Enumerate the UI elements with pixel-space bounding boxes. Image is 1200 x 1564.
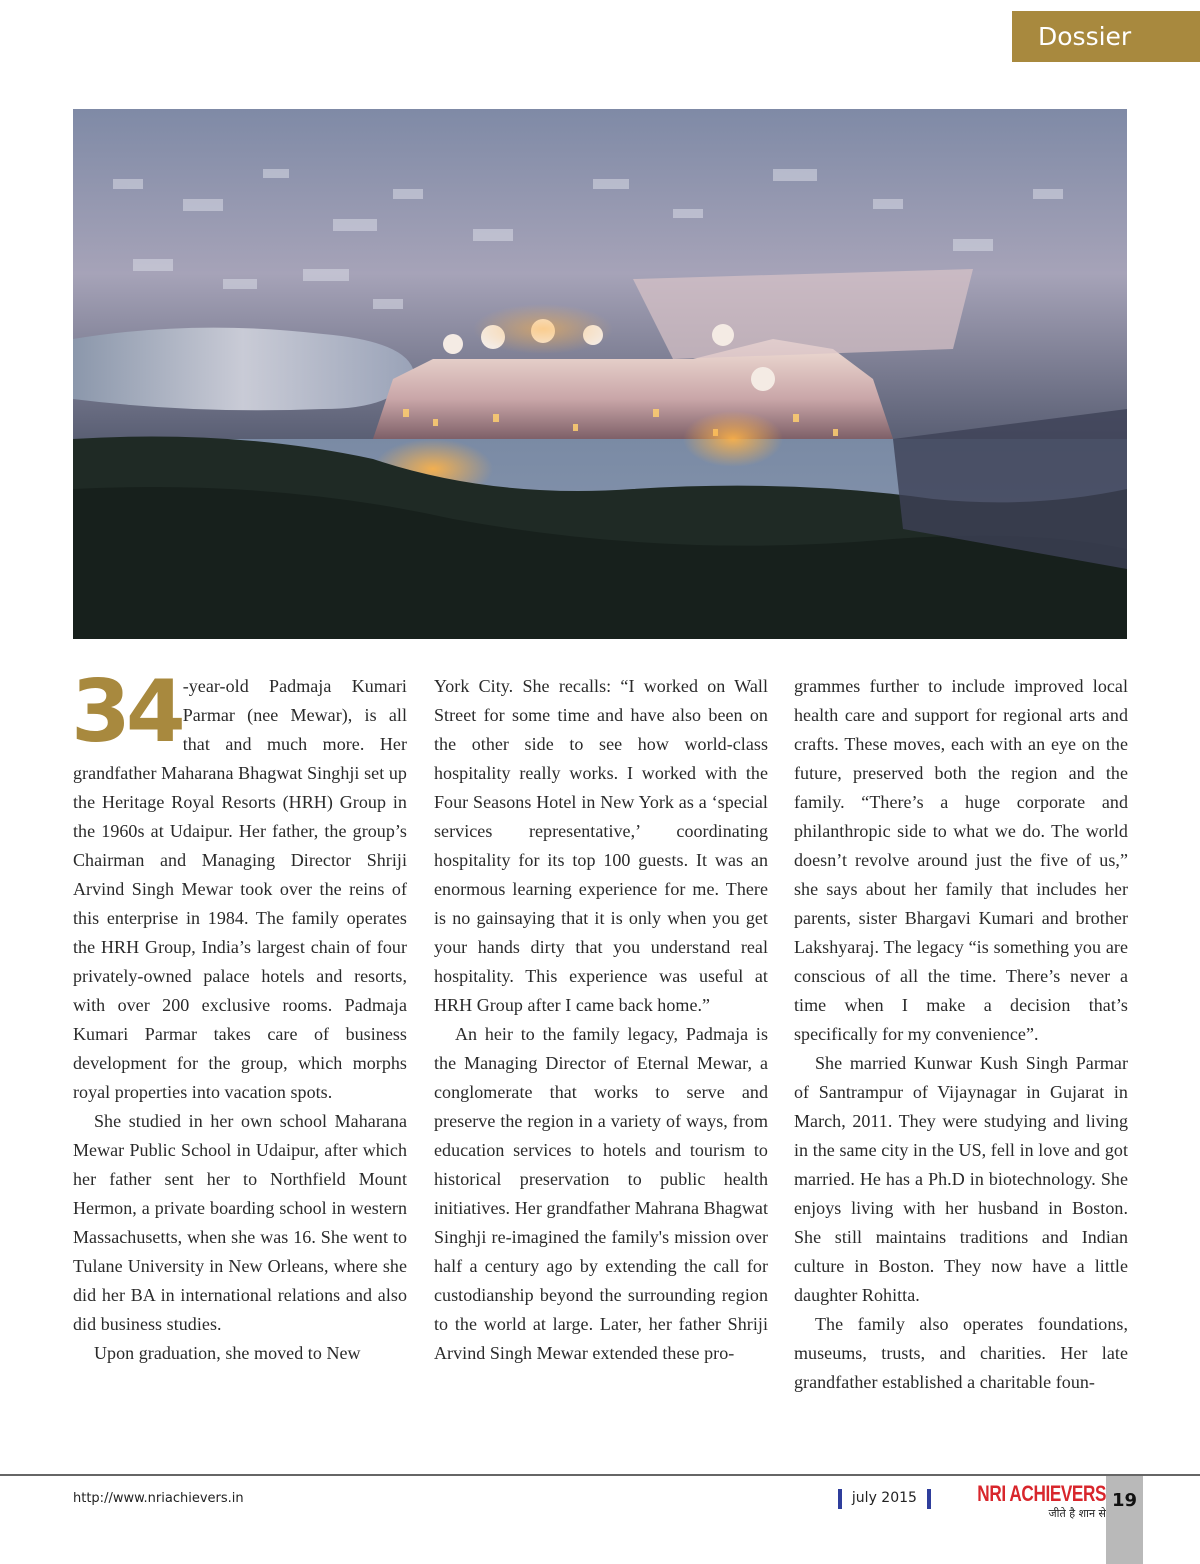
paragraph: Upon graduation, she moved to New: [94, 1343, 361, 1363]
hero-photo: [73, 109, 1127, 639]
brand-name: NRI ACHIEVERS: [977, 1481, 1106, 1506]
page-number: 19: [1111, 1490, 1138, 1511]
divider-bar-icon: [927, 1489, 931, 1509]
paragraph: An heir to the family legacy, Padmaja is the Managing Director of Eternal Mewar, a conglomerate that works to serve and preserve the region in a variety of ways, from education services to hotels and tourism to historical preservation to public health initiatives. Her grandfather Mahrana Bhagwat Singhji re-imagined the family's mission over half a century ago by extending the call for custodianship beyond the surrounding region to the world at large. Later, her father Shriji Arvind Singh Mewar extended these pro-: [434, 1024, 768, 1363]
paragraph: grammes further to include improved local health care and support for regional arts and crafts. These moves, each with an eye on the future, preserved both the region and the family. “There’s a huge corporate and philanthropic side to what we do. The world doesn’t revolve around just the five of us,” she says about her family that includes her parents, sister Bhargavi Kumari and brother Lakshyaraj. The legacy “is something you are conscious of all the time. There’s never a time when I make a decision that’s specifically for my convenience”.: [794, 676, 1128, 1044]
paragraph: York City. She recalls: “I worked on Wall Street for some time and have also been on the other side to see how world-class hospitality really works. I worked with the Four Seasons Hotel in New York as a ‘special services representative,’ coordinating hospitality for its top 100 guests. It was an enormous learning experience for me. There is no gainsaying that it is only when you get your hands dirty that you understand real hospitality. This experience was useful at HRH Group after I came back home.”: [434, 676, 768, 1015]
footer-divider: [0, 1474, 1200, 1476]
paragraph: She married Kunwar Kush Singh Parmar of Santrampur of Vijaynagar in Gujarat in March, 2011. They were studying and living in the same city in the US, fell in love and got married. He has a Ph.D in biotechnology. She enjoys living with her husband in Boston. She still maintains traditions and Indian culture in Boston. They now have a little daughter Rohitta.: [794, 1053, 1128, 1305]
article-column-2: [434, 672, 768, 1432]
issue-date: july 2015: [851, 1490, 917, 1506]
article-column-3: [794, 672, 1128, 1432]
paragraph: The family also operates foundations, museums, trusts, and charities. Her late grandfather established a charitable foun-: [794, 1314, 1128, 1392]
brand-tagline: जीते है शान से: [1048, 1507, 1106, 1520]
brand-logo: [941, 1482, 1106, 1521]
divider-bar-icon: [838, 1489, 842, 1509]
footer-masthead: [828, 1482, 1106, 1522]
article-column-1: [71, 662, 407, 1432]
paragraph: -year-old Padmaja Kumari Parmar (nee Mewar), is all that and much more. Her grandfather Maharana Bhagwat Singhji set up the Heritage Royal Resorts (HRH) Group in the 1960s at Udaipur. Her father, the group’s Chairman and Managing Director Shriji Arvind Singh Mewar took over the reins of this enterprise in 1984. The family operates the HRH Group, India’s largest chain of four privately-owned palace hotels and resorts, with over 200 exclusive rooms. Padmaja Kumari Parmar takes care of business development for the group, which morphs royal properties into vacation spots.: [73, 676, 407, 1102]
paragraph: She studied in her own school Maharana Mewar Public School in Udaipur, after which her father sent her to Northfield Mount Hermon, a private boarding school in western Massachusetts, when she was 16. She went to Tulane University in New Orleans, where she did her BA in international relations and also did business studies.: [73, 1111, 407, 1334]
footer-url[interactable]: http://www.nriachievers.in: [73, 1491, 244, 1506]
section-label: Dossier: [1012, 11, 1200, 62]
dropcap: 34: [71, 662, 181, 762]
